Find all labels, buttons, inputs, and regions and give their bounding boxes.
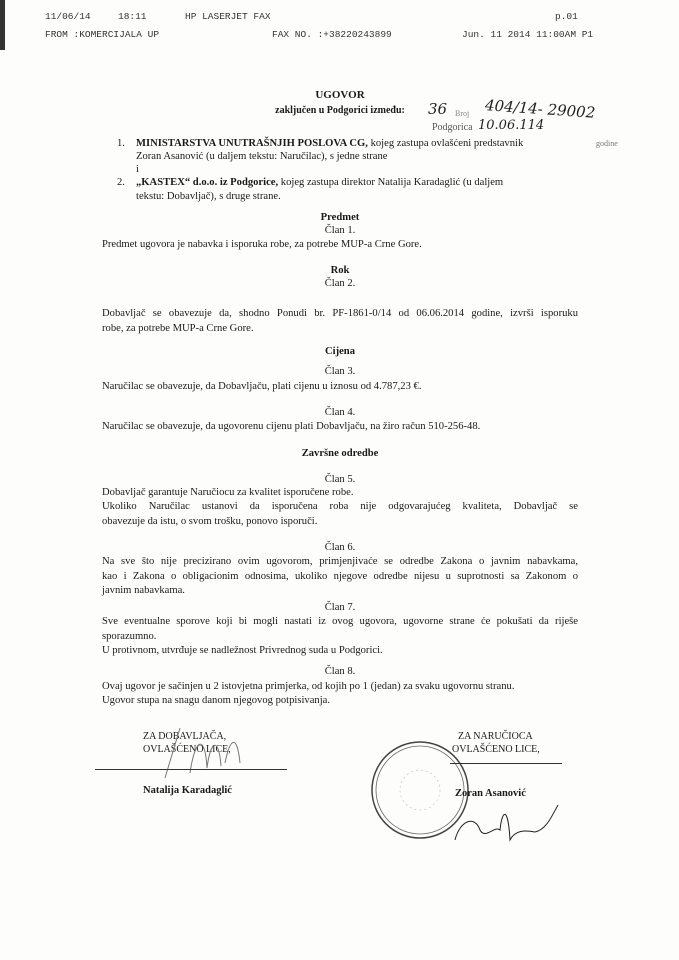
- article-5-text: Ukoliko Naručilac ustanovi da isporučena roba nije odgovarajućeg kvaliteta, Dobavljač se: [102, 501, 578, 512]
- article-5-text: obavezuje da istu, o svom trošku, ponovo isporuči.: [102, 516, 318, 527]
- party-1: [136, 138, 523, 149]
- party-2: [136, 177, 503, 188]
- registry-broj: 404/14- 29002: [484, 96, 596, 122]
- conjunction: i: [136, 164, 139, 175]
- article-7-text: Sve eventualne sporove koji bi mogli nastati iz ovog ugovora, ugovorne strane će pokušati da riješe: [102, 616, 578, 627]
- party-2-name: „KASTEX“ d.o.o. iz Podgorice,: [136, 177, 279, 188]
- fax-device: HP LASERJET FAX: [185, 11, 271, 22]
- party-2-desc: kojeg zastupa direktor Natalija Karadaglić (u daljem: [278, 177, 504, 188]
- client-signature-line: [450, 763, 562, 764]
- article-5-text: Dobavljač garantuje Naručiocu za kvalitet isporučene robe.: [102, 487, 354, 498]
- broj-label: Broj: [455, 109, 470, 118]
- article-7: Član 7.: [324, 602, 356, 613]
- article-4-text: Naručilac se obavezuje, da ugovorenu cijenu plati Dobavljaču, na žiro račun 510-256-48.: [102, 421, 481, 432]
- registry-number: 36: [428, 100, 448, 118]
- article-2-text: Dobavljač se obavezuje da, shodno Ponudi br. PF-1861-0/14 od 06.06.2014 godine, izvrši isporuku: [102, 308, 578, 319]
- fax-from: FROM :KOMERCIJALA UP: [45, 29, 160, 40]
- party-2-number: 2.: [117, 177, 125, 188]
- fax-number: FAX NO. :+38220243899: [272, 29, 392, 40]
- article-3: Član 3.: [324, 366, 356, 377]
- party-1-name: MINISTARSTVA UNUTRAŠNJIH POSLOVA CG,: [136, 138, 368, 149]
- article-2-text: robe, za potrebe MUP-a Crne Gore.: [102, 323, 254, 334]
- article-8-text: Ugovor stupa na snagu danom njegovog potpisivanja.: [102, 695, 331, 706]
- article-8-text: Ovaj ugovor je sačinjen u 2 istovjetna primjerka, od kojih po 1 (jedan) za svaku ugovornu stranu.: [102, 681, 515, 692]
- heading-cijena: Cijena: [324, 346, 355, 357]
- article-4: Član 4.: [324, 407, 356, 418]
- document-title: UGOVOR: [315, 89, 365, 101]
- fax-time: 18:11: [118, 11, 147, 22]
- party-2-line2: tekstu: Dobavljač), s druge strane.: [136, 191, 281, 202]
- document-subtitle: zaključen u Podgorici između:: [275, 105, 405, 116]
- article-6-text: Na sve što nije precizirano ovim ugovorom, primjenjivaće se odredbe Zakona o javnim nabavkama,: [102, 556, 578, 567]
- heading-zavrsne-odredbe: Završne odredbe: [301, 448, 379, 459]
- party-1-number: 1.: [117, 138, 125, 149]
- heading-rok: Rok: [330, 265, 350, 276]
- client-sign-label: ZA NARUČIOCA: [458, 731, 533, 742]
- article-5: Član 5.: [324, 474, 356, 485]
- supplier-signatory-name: Natalija Karadaglić: [143, 785, 232, 796]
- supplier-authorized-label: OVLAŠĆENO LICE,: [143, 744, 231, 755]
- scan-edge: [0, 0, 5, 50]
- fax-page: p.01: [555, 11, 578, 22]
- article-3-text: Naručilac se obavezuje, da Dobavljaču, plati cijenu u iznosu od 4.787,23 €.: [102, 381, 422, 392]
- client-authorized-label: OVLAŠĆENO LICE,: [452, 744, 540, 755]
- fax-received: Jun. 11 2014 11:00AM P1: [462, 29, 594, 40]
- article-2: Član 2.: [324, 278, 356, 289]
- party-1-line2: Zoran Asanović (u daljem tekstu: Naručilac), s jedne strane: [136, 151, 388, 162]
- heading-predmet: Predmet: [320, 212, 360, 223]
- registry-date: 10.06.114: [478, 118, 545, 133]
- article-1: Član 1.: [324, 225, 356, 236]
- article-8: Član 8.: [324, 666, 356, 677]
- client-signatory-name: Zoran Asanović: [455, 788, 526, 799]
- godine-label: godine: [596, 139, 618, 148]
- article-7-text: sporazumno.: [102, 631, 157, 642]
- place-label: Podgorica: [432, 122, 473, 133]
- party-1-desc: kojeg zastupa ovlašćeni predstavnik: [367, 138, 524, 149]
- fax-date: 11/06/14: [45, 11, 91, 22]
- supplier-sign-label: ZA DOBAVLJAČA,: [143, 731, 227, 742]
- supplier-signature: [145, 718, 255, 788]
- article-6-text: javnim nabavkama.: [102, 585, 185, 596]
- article-6: Član 6.: [324, 542, 356, 553]
- client-signature: [440, 800, 570, 850]
- article-1-text: Predmet ugovora je nabavka i isporuka robe, za potrebe MUP-a Crne Gore.: [102, 239, 422, 250]
- article-6-text: kao i Zakona o obligacionim odnosima, ukoliko njegove odredbe nijesu u suprotnosti sa Zakonom o: [102, 571, 578, 582]
- article-7-text: U protivnom, utvrđuje se nadležnost Privrednog suda u Podgorici.: [102, 645, 383, 656]
- supplier-signature-line: [95, 769, 287, 770]
